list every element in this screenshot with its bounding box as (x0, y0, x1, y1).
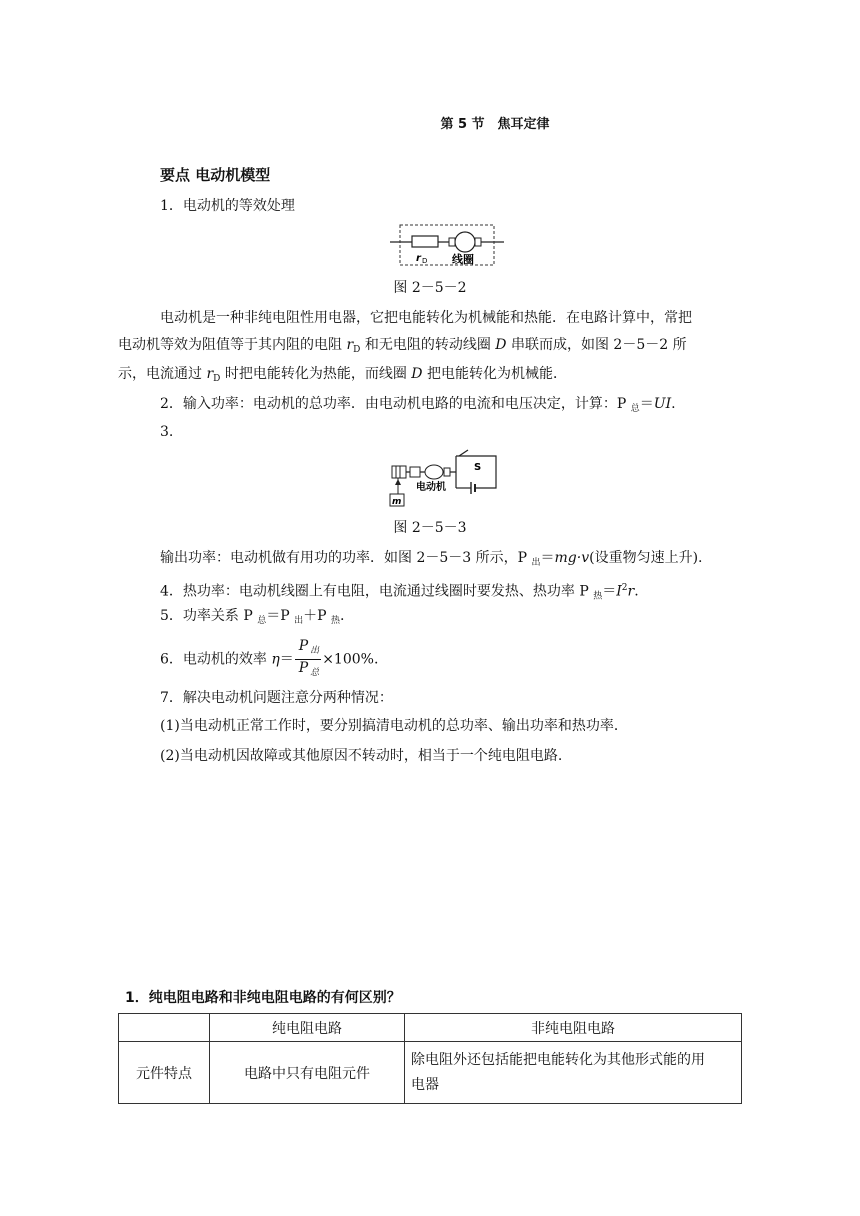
case-2: (2)当电动机因故障或其他原因不转动时，相当于一个纯电阻电路. (160, 748, 563, 764)
fig2-label-s: S (474, 462, 482, 473)
table-row (119, 1042, 742, 1104)
fig2-label-m: m (392, 497, 402, 507)
table-header-row (119, 1014, 742, 1042)
comparison-table (118, 1013, 742, 1104)
output-power-end: (设重物匀速上升). (589, 550, 703, 566)
fig2-caption: 图 2－5－3 (393, 520, 467, 536)
item2-sub: 总 (630, 404, 640, 414)
item-6 (160, 638, 378, 681)
item-5 (160, 606, 344, 631)
table-header-nonpure: 非纯电阻电路 (405, 1014, 742, 1042)
fraction-numerator (295, 638, 321, 660)
para1-text-a: 电动机等效为阻值等于其内阻的电阻 (118, 337, 347, 353)
item5-text: 5．功率关系 P (160, 608, 258, 624)
item5-sub2: 出 (294, 616, 304, 626)
r-sub: D (213, 374, 221, 384)
r-symbol: r (206, 366, 214, 382)
output-power-text: 输出功率：电动机做有用功的功率．如图 2－5－3 所示，P (160, 550, 532, 566)
item6-end: ×100%. (322, 651, 379, 668)
item4-end: . (634, 583, 639, 600)
row-pure: 电路中只有电阻元件 (210, 1042, 405, 1104)
item4-eq: ＝ (602, 583, 617, 600)
den-sub: 总 (310, 668, 320, 678)
item2-ui: UI (653, 396, 672, 412)
fig2-label-motor: 电动机 (416, 482, 446, 493)
case-1: (1)当电动机正常工作时，要分别搞清电动机的总功率、输出功率和热功率． (160, 718, 628, 734)
figure-motor-circuit (386, 448, 502, 510)
item5-end: . (340, 608, 345, 624)
section-heading: 要点 电动机模型 (160, 166, 271, 184)
item-3: 3. (160, 424, 174, 440)
fig1-label-r-sub: D (422, 257, 428, 265)
row-nonpure-l1: 除电阻外还包括能把电能转化为其他形式能的用 (411, 1051, 705, 1068)
para1-line3 (118, 364, 567, 389)
table-header-pure: 纯电阻电路 (210, 1014, 405, 1042)
row-nonpure-l2: 电器 (411, 1076, 439, 1093)
num-sub: 出 (310, 646, 320, 656)
fig1-label-r: r (416, 253, 421, 264)
output-power-eq: ＝ (540, 550, 555, 566)
fig1-label-coil: 线圈 (452, 253, 474, 266)
item6-eq: ＝ (279, 651, 294, 668)
item5-mid: ＝P (266, 608, 295, 624)
item6-text: 6．电动机的效率 (160, 651, 272, 668)
item4-r: r (627, 583, 635, 600)
fig1-caption: 图 2－5－2 (393, 280, 467, 296)
fraction-denominator (295, 660, 321, 681)
item4-sup: 2 (621, 583, 628, 593)
item5-sub3: 热 (331, 616, 341, 626)
item6-eta: η (271, 651, 280, 668)
item4-formula: I (616, 583, 622, 600)
item5-sub1: 总 (257, 616, 267, 626)
num-p: P (298, 638, 309, 654)
para1-text-b: 和无电阻的转动线圈 (360, 337, 496, 353)
d-symbol: D (495, 337, 507, 353)
question-heading: 1．纯电阻电路和非纯电阻电路的有何区别？ (125, 990, 401, 1006)
item4-sub: 热 (593, 591, 603, 602)
para1-line2 (118, 335, 687, 360)
page-title: 第 5 节 焦耳定律 (440, 117, 550, 132)
item2-text: 2．输入功率：电动机的总功率．由电动机电路的电流和电压决定，计算：P (160, 396, 631, 412)
item-7: 7．解决电动机问题注意分两种情况： (160, 690, 393, 706)
table-header-empty (119, 1014, 210, 1042)
item-1: 1．电动机的等效处理 (160, 198, 295, 214)
efficiency-fraction (295, 638, 321, 681)
item-4 (160, 578, 639, 607)
output-power-sub: 出 (531, 558, 541, 568)
para1-line1: 电动机是一种非纯电阻性用电器，它把电能转化为机械能和热能．在电路计算中，常把 (160, 310, 692, 326)
r-symbol: r (346, 337, 354, 353)
figure-motor-equivalent (388, 222, 506, 268)
item-2 (160, 394, 676, 419)
item4-text: 4．热功率：电动机线圈上有电阻，电流通过线圈时要发热、热功率 P (160, 583, 594, 600)
para1-text-c: 串联而成，如图 2－5－2 所 (506, 337, 687, 353)
para1-text-f: 把电能转化为机械能． (422, 366, 567, 382)
item2-end: . (671, 396, 676, 412)
den-p: P (298, 660, 309, 676)
item5-plus: ＋P (303, 608, 332, 624)
row-label: 元件特点 (119, 1042, 210, 1104)
output-power-formula: mg·v (554, 550, 590, 566)
r-sub: D (353, 345, 361, 355)
para1-text-d: 示，电流通过 (118, 366, 207, 382)
output-power (160, 548, 703, 573)
item2-eq: ＝ (639, 396, 654, 412)
row-nonpure (405, 1042, 742, 1104)
para1-text-e: 时把电能转化为热能，而线圈 (220, 366, 412, 382)
d-symbol: D (411, 366, 423, 382)
